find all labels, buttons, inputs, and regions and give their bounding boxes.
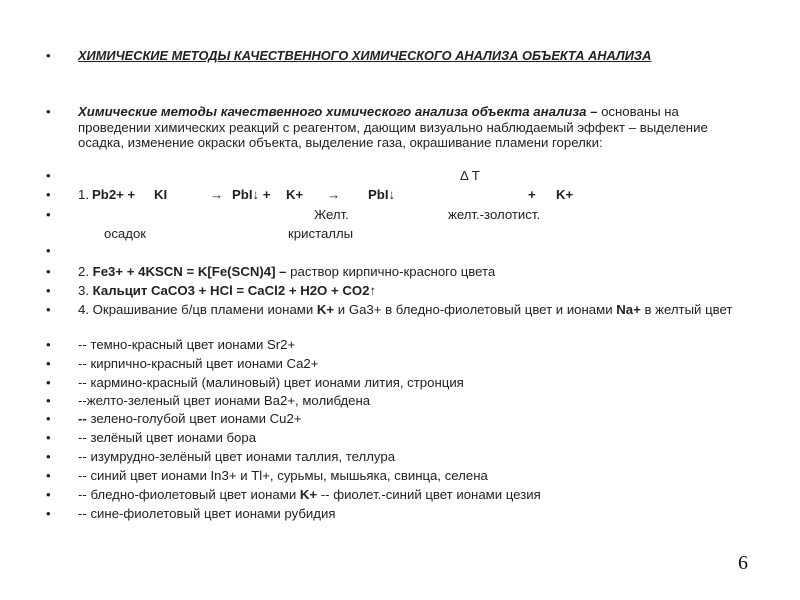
flame-sr: -- темно-красный цвет ионами Sr2+	[78, 337, 296, 352]
flame-ca: -- кирпично-красный цвет ионами Ca2+	[78, 356, 319, 371]
bullet: •	[46, 337, 51, 352]
bullet: •	[46, 264, 51, 279]
flame-in: -- синий цвет ионами In3+ и Tl+, сурьмы, мышьяка, свинца, селена	[78, 468, 488, 483]
bullet: •	[46, 393, 51, 408]
bullet: •	[46, 506, 51, 521]
form-precipitate: осадок	[104, 226, 147, 241]
bullet: •	[46, 168, 51, 183]
flame-li: -- кармино-красный (малиновый) цвет ионами лития, стронция	[78, 375, 464, 390]
reaction-4-k-ion: K+	[316, 302, 335, 317]
bullet: •	[46, 283, 51, 298]
reaction-3-number: 3.	[78, 283, 93, 298]
flame-rb: -- сине-фиолетовый цвет ионами рубидия	[78, 506, 336, 521]
reaction-3-formula: Кальцит CaCO3 + HCl = CaCl2 + H2O + CO2↑	[92, 283, 377, 298]
flame-k	[78, 487, 756, 503]
reaction-2-description: раствор кирпично-красного цвета	[286, 264, 496, 279]
intro-paragraph	[78, 104, 754, 151]
slide-title: ХИМИЧЕСКИЕ МЕТОДЫ КАЧЕСТВЕННОГО ХИМИЧЕСКОГО АНАЛИЗА ОБЪЕКТА АНАЛИЗА	[78, 48, 652, 63]
reaction-4-text-2: и Ga3+ в бледно-фиолетовый цвет и ионами	[334, 302, 617, 317]
color-yellow: Желт.	[314, 207, 349, 222]
reaction-1-arrow-2: →	[327, 187, 341, 202]
intro-lead: Химические методы качественного химического анализа объекта анализа	[78, 104, 587, 119]
flame-cu-dash: --	[78, 411, 87, 426]
reaction-1-plus: +	[528, 187, 536, 202]
intro-dash: –	[586, 104, 602, 119]
bullet: •	[46, 187, 51, 202]
reaction-1-product-b: K+	[286, 187, 304, 202]
reaction-2-formula: Fe3+ + 4KSCN = K[Fe(SCN)4] –	[92, 264, 287, 279]
flame-ba: --желто-зеленый цвет ионами Ba2+, молибдена	[78, 393, 371, 408]
flame-b: -- зелёный цвет ионами бора	[78, 430, 257, 445]
reaction-1-reactant-b: KI	[154, 187, 168, 202]
bullet: •	[46, 207, 51, 222]
bullet: •	[46, 487, 51, 502]
page-number: 6	[738, 552, 748, 574]
reaction-4-text-3: в желтый цвет	[640, 302, 733, 317]
bullet: •	[46, 430, 51, 445]
reaction-4-na-ion: Na+	[616, 302, 641, 317]
form-crystals: кристаллы	[288, 226, 354, 241]
bullet: •	[46, 411, 51, 426]
bullet: •	[46, 356, 51, 371]
flame-cu-text: зелено-голубой цвет ионами Cu2+	[86, 411, 302, 426]
reaction-1-reactant-a: Pb2+ +	[92, 187, 136, 202]
reaction-1-number: 1.	[78, 187, 89, 202]
reaction-1-product-d: K+	[556, 187, 574, 202]
bullet: •	[46, 449, 51, 464]
reaction-1-arrow: →	[210, 187, 224, 202]
flame-k-text-1: -- бледно-фиолетовый цвет ионами	[78, 487, 300, 502]
bullet: •	[46, 48, 51, 63]
reaction-4-text-1: 4. Окрашивание б/цв пламени ионами	[78, 302, 317, 317]
bullet: •	[46, 468, 51, 483]
flame-cu	[78, 411, 756, 427]
bullet: •	[46, 243, 51, 258]
delta-t-label: Δ T	[460, 168, 480, 183]
intro-text: основаны на проведении химических реакций с реагентом, дающим визуально наблюдаемый эффект – выделение осадка, изменение окраски объекта, выделение газа, окрашивание пламени горелки:	[78, 104, 708, 150]
reaction-3-content	[78, 283, 756, 299]
flame-k-ion: K+	[299, 487, 318, 502]
bullet: •	[46, 375, 51, 390]
flame-k-text-2: -- фиолет.-синий цвет ионами цезия	[317, 487, 541, 502]
reaction-1-product-a: PbI↓ +	[232, 187, 271, 202]
reaction-1-product-c: PbI↓	[368, 187, 396, 202]
reaction-2-content	[78, 264, 756, 280]
flame-tl: -- изумрудно-зелёный цвет ионами таллия, теллура	[78, 449, 396, 464]
reaction-4-content	[78, 302, 754, 318]
bullet: •	[46, 302, 51, 317]
bullet: •	[46, 104, 51, 119]
reaction-2-number: 2.	[78, 264, 93, 279]
color-golden: желт.-золотист.	[448, 207, 541, 222]
